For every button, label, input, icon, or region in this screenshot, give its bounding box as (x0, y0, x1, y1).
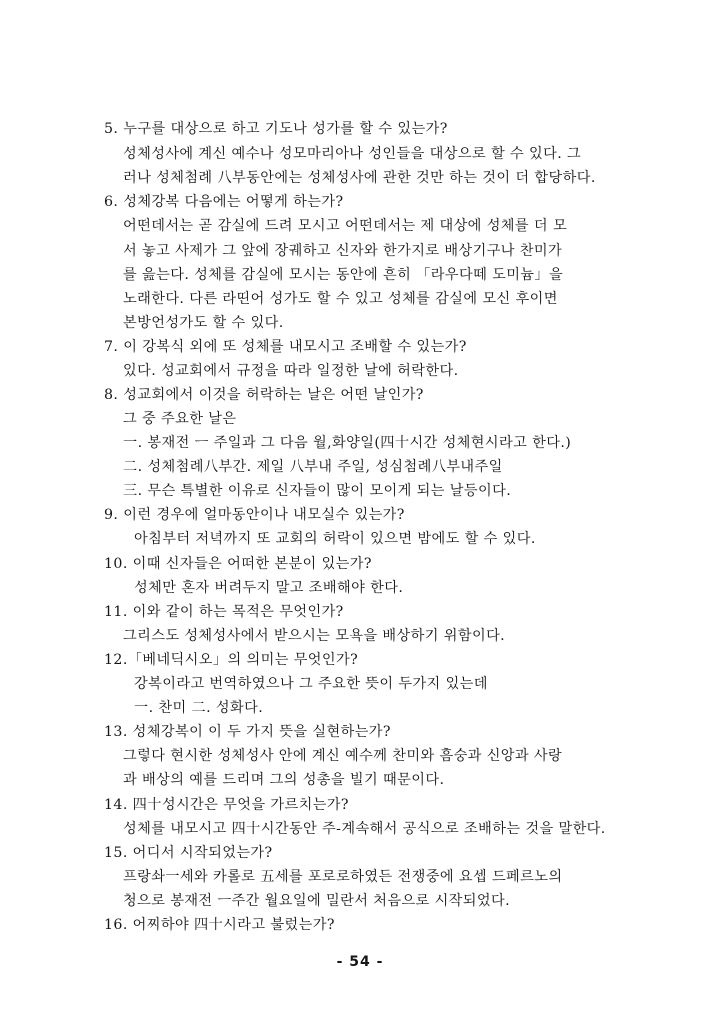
question-7: 7. 이 강복식 외에 또 성체를 내모시고 조배할 수 있는가? (104, 339, 467, 355)
answer-line: 노래한다. 다른 라띤어 성가도 할 수 있고 성체를 감실에 모신 후이면 (123, 291, 558, 307)
list-item: 一. 봉재전 ㅡ 주일과 그 다음 월,화양일(四十시간 성체현시라고 한다.) (123, 435, 572, 451)
answer-line: 그렇다 현시한 성체성사 안에 계신 예수께 찬미와 흠숭과 신앙과 사랑 (123, 748, 563, 764)
answer-line: 성체만 혼자 버려두지 말고 조배해야 한다. (134, 580, 404, 596)
page-number: - 54 - (336, 954, 384, 970)
question-9: 9. 이런 경우에 얼마동안이나 내모실수 있는가? (104, 507, 405, 523)
question-8: 8. 성교회에서 이것을 허락하는 날은 어떤 날인가? (104, 387, 424, 403)
list-item: 二. 성체첨례八부간. 제일 八부내 주일, 성심첨례八부내주일 (123, 459, 503, 475)
answer-line: 그 중 주요한 날은 (123, 411, 237, 427)
answer-line: 본방언성가도 할 수 있다. (123, 315, 284, 331)
question-11: 11. 이와 같이 하는 목적은 무엇인가? (104, 604, 344, 620)
list-item: 三. 무슨 특별한 이유로 신자들이 많이 모이게 되는 날등이다. (123, 483, 512, 499)
answer-line: 과 배상의 예를 드리며 그의 성총을 빌기 때문이다. (123, 772, 445, 788)
answer-line: 청으로 봉재전 ㅡ주간 월요일에 밀란서 처음으로 시작되었다. (123, 893, 510, 909)
answer-line: 있다. 성교회에서 규정을 따라 일정한 날에 허락한다. (123, 363, 459, 379)
question-13: 13. 성체강복이 이 두 가지 뜻을 실현하는가? (104, 724, 391, 740)
question-12: 12.「베네딕시오」의 의미는 무엇인가? (104, 652, 359, 668)
answer-line: 아침부터 저녁까지 또 교회의 허락이 있으면 밤에도 할 수 있다. (134, 531, 536, 547)
answer-line: 러나 성체첨례 八부동안에는 성체성사에 관한 것만 하는 것이 더 합당하다. (123, 170, 596, 186)
answer-line: 성체성사에 계신 예수나 성모마리아나 성인들을 대상으로 할 수 있다. 그 (123, 146, 582, 162)
answer-line: 서 놓고 사제가 그 앞에 장궤하고 신자와 한가지로 배상기구나 찬미가 (123, 243, 563, 259)
answer-line: 성체를 내모시고 四十시간동안 주-계속해서 공식으로 조배하는 것을 말한다. (123, 821, 606, 837)
list-item: 一. 찬미 二. 성화다. (134, 700, 264, 716)
question-10: 10. 이때 신자들은 어떠한 본분이 있는가? (104, 556, 372, 572)
question-16: 16. 어찌하야 四十시라고 불렀는가? (104, 917, 335, 933)
answer-line: 어떤데서는 곧 감실에 드려 모시고 어떤데서는 제 대상에 성체를 더 모 (123, 218, 568, 234)
answer-line: 강복이라고 번역하였으나 그 주요한 뜻이 두가지 있는데 (134, 676, 488, 692)
question-14: 14. 四十성시간은 무엇을 가르치는가? (104, 797, 349, 813)
answer-line: 를 읊는다. 성체를 감실에 모시는 동안에 흔히 「라우다떼 도미늄」을 (123, 267, 564, 283)
answer-line: 프랑솨一세와 카롤로 五세를 포로로하였든 전쟁중에 요셉 드페르노의 (123, 869, 563, 885)
question-15: 15. 어디서 시작되었는가? (104, 845, 273, 861)
question-6: 6. 성체강복 다음에는 어떻게 하는가? (104, 194, 344, 210)
answer-line: 그리스도 성체성사에서 받으시는 모욕을 배상하기 위함이다. (123, 628, 506, 644)
question-5: 5. 누구를 대상으로 하고 기도나 성가를 할 수 있는가? (104, 121, 448, 137)
